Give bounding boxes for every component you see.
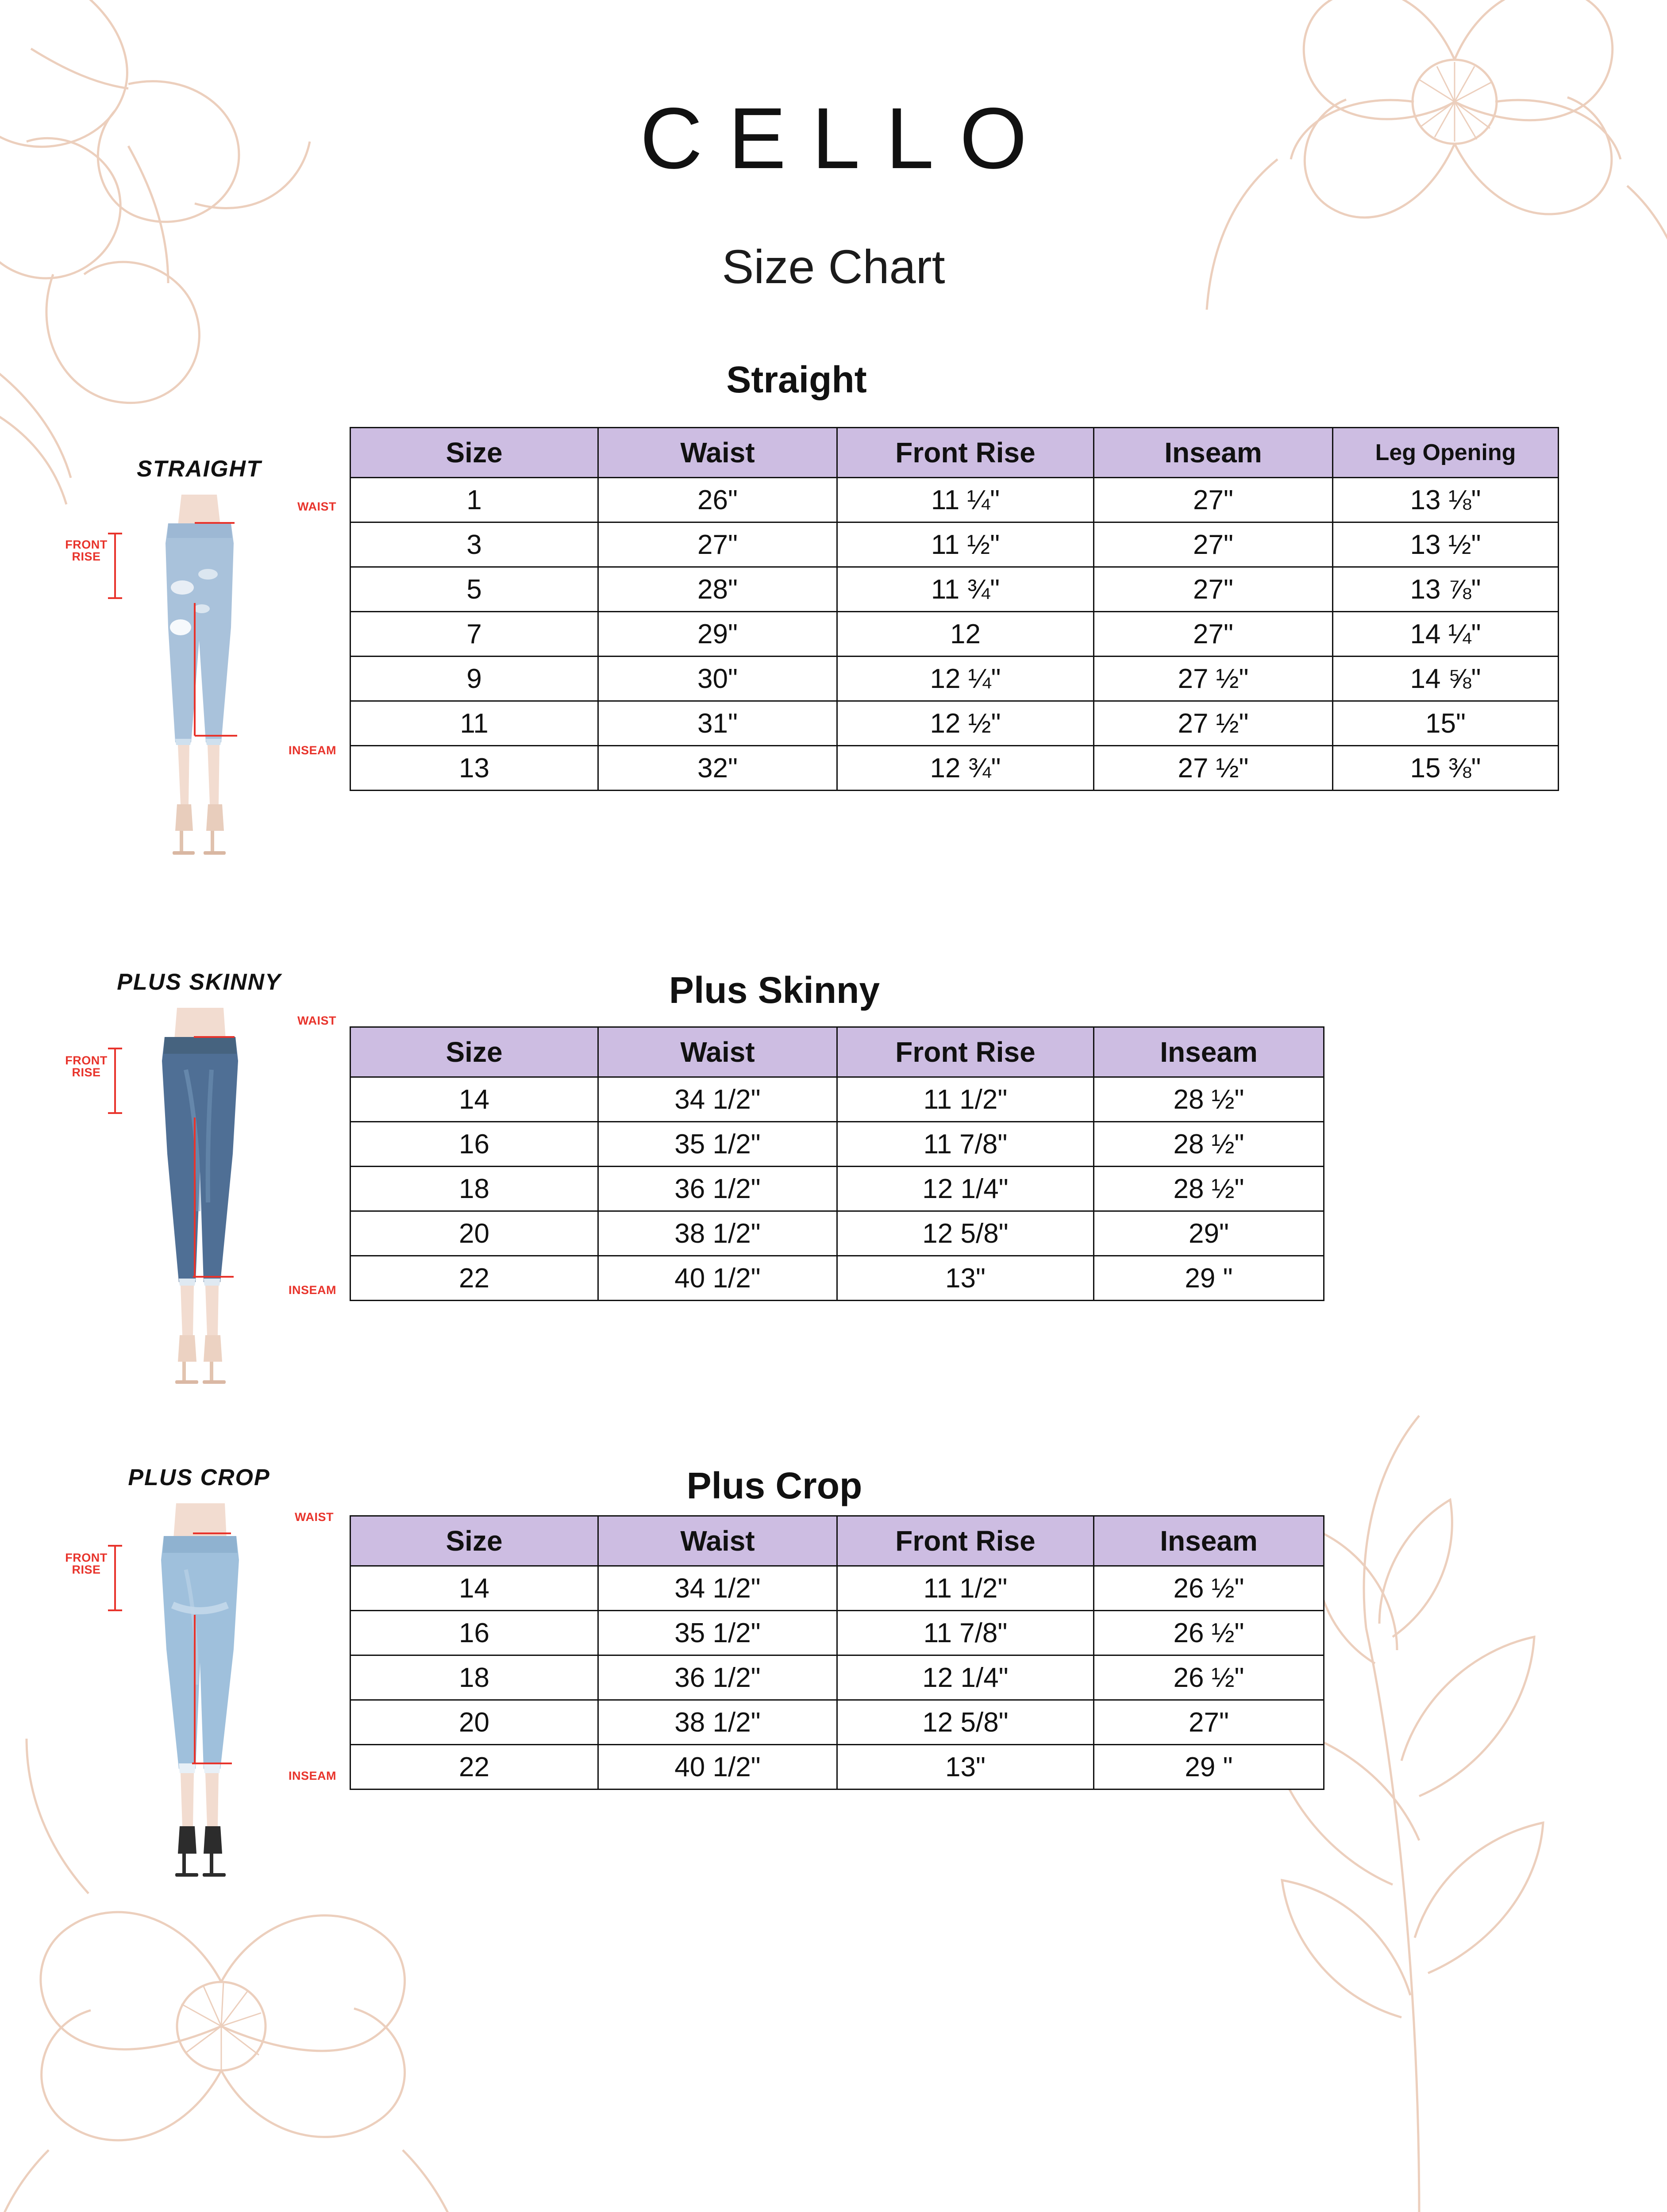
section-title-straight: Straight — [726, 359, 867, 400]
cell-waist: 35 1/2" — [598, 1122, 837, 1167]
figure-body-straight — [62, 490, 336, 906]
cell-inseam: 29" — [1094, 1211, 1324, 1256]
cell-front-rise: 11 ½" — [837, 522, 1094, 567]
section-title-plus-skinny: Plus Skinny — [669, 969, 880, 1011]
page-title: Size Chart — [722, 240, 945, 293]
cell-size: 22 — [350, 1745, 598, 1790]
table-row — [350, 657, 1559, 701]
annotation-waist: WAIST — [297, 500, 336, 513]
inseam-leader-line — [194, 603, 196, 736]
cell-inseam: 27" — [1094, 567, 1333, 612]
cell-inseam: 27 ½" — [1094, 746, 1333, 791]
cell-inseam: 29 " — [1094, 1745, 1324, 1790]
cell-inseam: 27" — [1094, 522, 1333, 567]
cell-inseam: 26 ½" — [1094, 1611, 1324, 1655]
cell-waist: 36 1/2" — [598, 1167, 837, 1211]
cell-leg-opening: 14 ¼" — [1333, 612, 1559, 657]
inseam-leader-line — [194, 1615, 196, 1763]
table-row — [350, 612, 1559, 657]
cell-waist: 31" — [598, 701, 837, 746]
column-header-waist: Waist — [598, 428, 837, 478]
cell-waist: 34 1/2" — [598, 1566, 837, 1611]
annotation-front-rise-line2: RISE — [72, 1066, 101, 1079]
cell-front-rise: 13" — [837, 1256, 1094, 1301]
cell-waist: 27" — [598, 522, 837, 567]
table-row — [350, 522, 1559, 567]
front-rise-cap-top — [108, 533, 122, 534]
cell-inseam: 27 ½" — [1094, 657, 1333, 701]
model-photo-straight — [115, 495, 283, 902]
cell-waist: 40 1/2" — [598, 1745, 837, 1790]
cell-size: 14 — [350, 1566, 598, 1611]
cell-front-rise: 11 ¾" — [837, 567, 1094, 612]
cell-waist: 32" — [598, 746, 837, 791]
column-header-inseam: Inseam — [1094, 1027, 1324, 1077]
model-photo-plus-skinny — [115, 1008, 283, 1415]
cell-size: 20 — [350, 1700, 598, 1745]
figure-plus-crop — [62, 1464, 336, 1915]
cell-inseam: 27 ½" — [1094, 701, 1333, 746]
cell-leg-opening: 13 ⅞" — [1333, 567, 1559, 612]
figure-plus-skinny — [62, 969, 336, 1419]
cell-leg-opening: 15" — [1333, 701, 1559, 746]
figure-label-plus-skinny: PLUS SKINNY — [117, 969, 281, 995]
cell-inseam: 26 ½" — [1094, 1655, 1324, 1700]
inseam-leader-arrow — [192, 1763, 232, 1764]
table-row — [350, 1700, 1324, 1745]
cell-front-rise: 12 1/4" — [837, 1167, 1094, 1211]
cell-size: 18 — [350, 1655, 598, 1700]
column-header-inseam: Inseam — [1094, 1516, 1324, 1566]
table-row — [350, 1077, 1324, 1122]
brand-logo: CELLO — [640, 90, 1053, 187]
column-header-waist: Waist — [598, 1516, 837, 1566]
front-rise-leader-line — [114, 533, 116, 599]
cell-size: 13 — [350, 746, 598, 791]
cell-inseam: 28 ½" — [1094, 1167, 1324, 1211]
table-row — [350, 567, 1559, 612]
cell-leg-opening: 13 ⅛" — [1333, 478, 1559, 522]
table-row — [350, 1745, 1324, 1790]
table-row — [350, 1655, 1324, 1700]
cell-size: 18 — [350, 1167, 598, 1211]
cell-inseam: 27" — [1094, 478, 1333, 522]
front-rise-cap-bottom — [108, 597, 122, 599]
table-row — [350, 746, 1559, 791]
cell-leg-opening: 15 ⅜" — [1333, 746, 1559, 791]
cell-size: 3 — [350, 522, 598, 567]
table-header-row — [350, 1516, 1324, 1566]
column-header-size: Size — [350, 428, 598, 478]
table-plus-skinny — [350, 1026, 1324, 1301]
column-header-size: Size — [350, 1027, 598, 1077]
column-header-waist: Waist — [598, 1027, 837, 1077]
cell-front-rise: 13" — [837, 1745, 1094, 1790]
annotation-inseam: INSEAM — [288, 1769, 336, 1782]
cell-front-rise: 11 7/8" — [837, 1611, 1094, 1655]
cell-front-rise: 11 1/2" — [837, 1077, 1094, 1122]
cell-front-rise: 12 ¾" — [837, 746, 1094, 791]
cell-front-rise: 12 5/8" — [837, 1211, 1094, 1256]
cell-size: 9 — [350, 657, 598, 701]
table-straight — [350, 427, 1559, 791]
cell-waist: 35 1/2" — [598, 1611, 837, 1655]
cell-size: 14 — [350, 1077, 598, 1122]
cell-waist: 30" — [598, 657, 837, 701]
model-photo-plus-crop — [115, 1503, 283, 1910]
annotation-front-rise — [62, 1552, 111, 1576]
annotation-inseam: INSEAM — [288, 1283, 336, 1297]
annotation-waist: WAIST — [297, 1014, 336, 1027]
waist-leader-line — [195, 522, 235, 524]
cell-size: 1 — [350, 478, 598, 522]
cell-leg-opening: 14 ⅝" — [1333, 657, 1559, 701]
table-row — [350, 1566, 1324, 1611]
cell-front-rise: 11 ¼" — [837, 478, 1094, 522]
cell-front-rise: 12 1/4" — [837, 1655, 1094, 1700]
cell-waist: 34 1/2" — [598, 1077, 837, 1122]
table-row — [350, 478, 1559, 522]
annotation-front-rise-line1: FRONT — [65, 538, 108, 551]
annotation-front-rise-line2: RISE — [72, 1563, 101, 1576]
cell-front-rise: 11 7/8" — [837, 1122, 1094, 1167]
cell-waist: 40 1/2" — [598, 1256, 837, 1301]
cell-waist: 38 1/2" — [598, 1700, 837, 1745]
column-header-front-rise: Front Rise — [837, 428, 1094, 478]
figure-straight — [62, 456, 336, 906]
section-title-plus-crop: Plus Crop — [686, 1465, 862, 1506]
cell-waist: 38 1/2" — [598, 1211, 837, 1256]
cell-size: 11 — [350, 701, 598, 746]
cell-inseam: 28 ½" — [1094, 1077, 1324, 1122]
annotation-waist: WAIST — [295, 1510, 334, 1524]
table-header-row — [350, 1027, 1324, 1077]
annotation-front-rise — [62, 539, 111, 563]
cell-inseam: 27" — [1094, 1700, 1324, 1745]
annotation-front-rise-line2: RISE — [72, 550, 101, 563]
annotation-inseam: INSEAM — [288, 744, 336, 757]
table-row — [350, 1167, 1324, 1211]
table-plus-crop — [350, 1515, 1324, 1790]
cell-size: 16 — [350, 1611, 598, 1655]
annotation-front-rise-line1: FRONT — [65, 1054, 108, 1067]
cell-front-rise: 12 ½" — [837, 701, 1094, 746]
table-header-row — [350, 428, 1559, 478]
inseam-leader-line — [194, 1118, 196, 1277]
cell-size: 16 — [350, 1122, 598, 1167]
annotation-front-rise — [62, 1055, 111, 1079]
waist-leader-line — [193, 1532, 231, 1534]
cell-size: 7 — [350, 612, 598, 657]
table-row — [350, 1256, 1324, 1301]
table-row — [350, 1122, 1324, 1167]
column-header-inseam: Inseam — [1094, 428, 1333, 478]
annotation-front-rise-line1: FRONT — [65, 1551, 108, 1564]
cell-inseam: 28 ½" — [1094, 1122, 1324, 1167]
cell-size: 20 — [350, 1211, 598, 1256]
front-rise-leader-line — [114, 1048, 116, 1114]
table-row — [350, 1211, 1324, 1256]
cell-inseam: 26 ½" — [1094, 1566, 1324, 1611]
front-rise-leader-line — [114, 1545, 116, 1611]
front-rise-cap-bottom — [108, 1609, 122, 1611]
cell-size: 5 — [350, 567, 598, 612]
front-rise-cap-top — [108, 1048, 122, 1049]
cell-leg-opening: 13 ½" — [1333, 522, 1559, 567]
waist-leader-line — [194, 1036, 235, 1038]
table-row — [350, 1611, 1324, 1655]
cell-front-rise: 12 5/8" — [837, 1700, 1094, 1745]
cell-waist: 28" — [598, 567, 837, 612]
cell-size: 22 — [350, 1256, 598, 1301]
column-header-size: Size — [350, 1516, 598, 1566]
cell-front-rise: 11 1/2" — [837, 1566, 1094, 1611]
column-header-front-rise: Front Rise — [837, 1516, 1094, 1566]
front-rise-cap-top — [108, 1545, 122, 1547]
cell-inseam: 29 " — [1094, 1256, 1324, 1301]
front-rise-cap-bottom — [108, 1112, 122, 1114]
column-header-leg-opening: Leg Opening — [1333, 428, 1559, 478]
figure-body-plus-crop — [62, 1499, 336, 1915]
cell-waist: 29" — [598, 612, 837, 657]
inseam-leader-arrow — [195, 735, 237, 737]
cell-front-rise: 12 ¼" — [837, 657, 1094, 701]
cell-front-rise: 12 — [837, 612, 1094, 657]
column-header-front-rise: Front Rise — [837, 1027, 1094, 1077]
figure-body-plus-skinny — [62, 1003, 336, 1419]
inseam-leader-arrow — [193, 1276, 234, 1278]
figure-label-plus-crop: PLUS CROP — [128, 1465, 270, 1490]
cell-inseam: 27" — [1094, 612, 1333, 657]
cell-waist: 36 1/2" — [598, 1655, 837, 1700]
cell-waist: 26" — [598, 478, 837, 522]
table-row — [350, 701, 1559, 746]
figure-label-straight: STRAIGHT — [137, 456, 262, 482]
